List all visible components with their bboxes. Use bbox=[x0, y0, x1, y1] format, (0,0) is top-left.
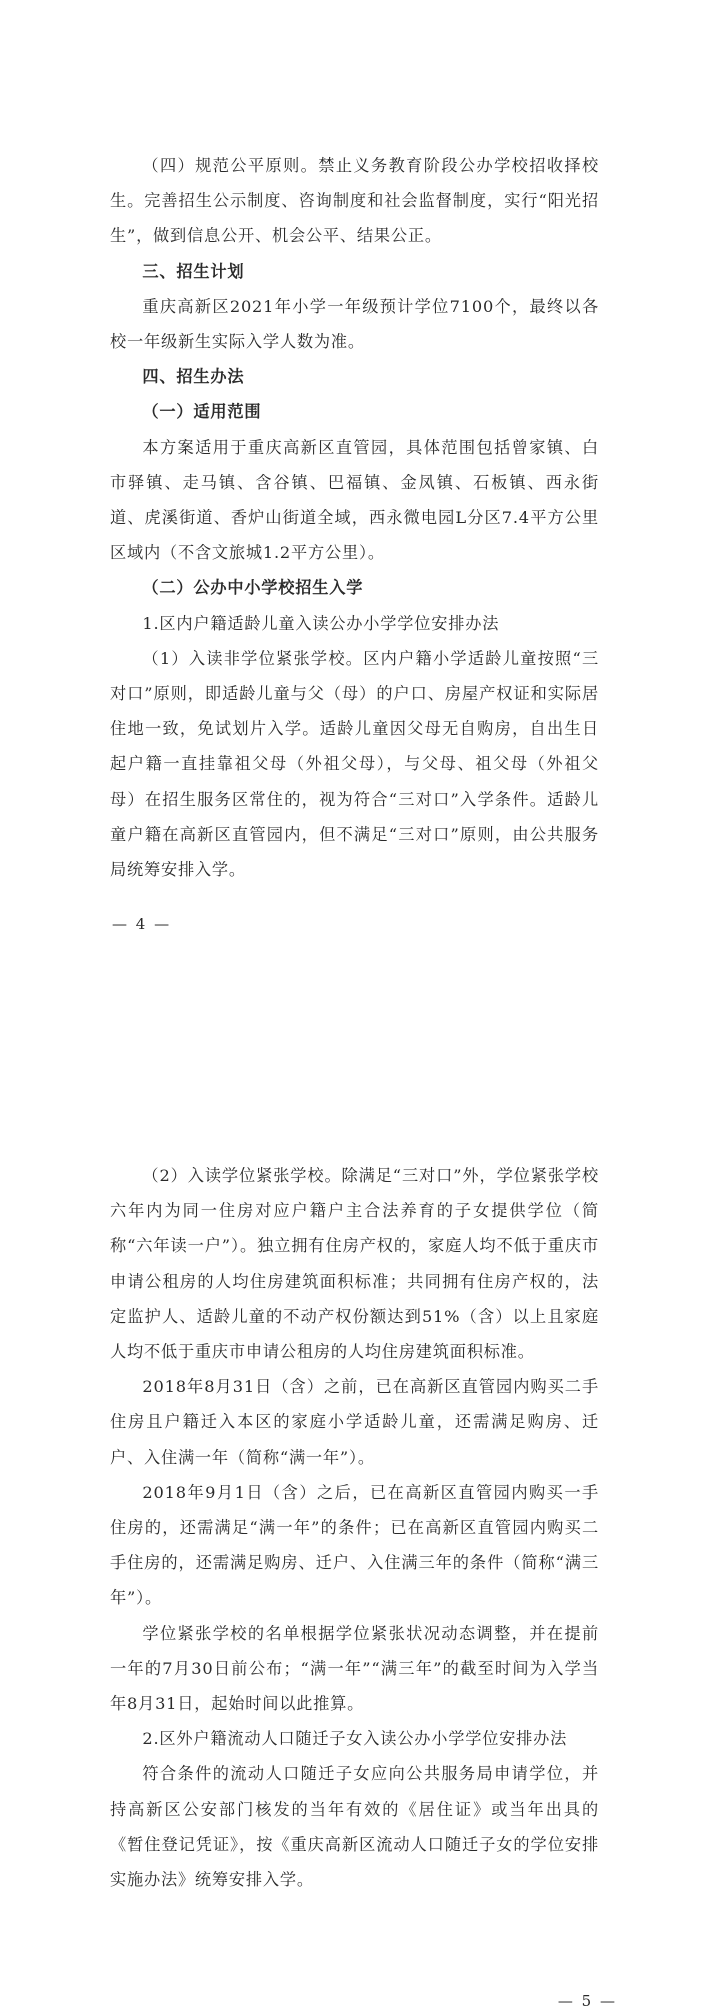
heading-enrollment-method: 四、招生办法 bbox=[142, 367, 245, 387]
paragraph-tight-schools: （2）入读学位紧张学校。除满足“三对口”外，学位紧张学校六年内为同一住房对应户籍户主合法养育的子女提供学位（简称“六年读一户”）。独立拥有住房产权的，家庭人均不低于重庆市申请公租房的人均住房建筑面积标准；共同拥有住房产权的，法定监护人、适龄儿童的不动产权份额达到51%（含）以上且家庭人均不低于重庆市申请公租房的人均住房建筑面积标准。 bbox=[110, 1166, 599, 1362]
page-number-4: — 4 — bbox=[112, 915, 172, 933]
heading-scope: （一）适用范围 bbox=[142, 402, 262, 422]
document-page-5 bbox=[0, 1158, 707, 2016]
page-gap bbox=[0, 968, 707, 1158]
paragraph-before-2018-09: 2018年8月31日（含）之前，已在高新区直管园内购买二手住房且户籍迁入本区的家庭小学适龄儿童，还需满足购房、迁户、入住满一年（简称“满一年”）。 bbox=[110, 1377, 599, 1467]
heading-migrant-children: 2.区外户籍流动人口随迁子女入读公办小学学位安排办法 bbox=[142, 1729, 568, 1749]
heading-enrollment-plan: 三、招生计划 bbox=[142, 261, 245, 281]
page-number-5: — 5 — bbox=[557, 1992, 617, 2010]
paragraph-scope: 本方案适用于重庆高新区直管园，具体范围包括曾家镇、白市驿镇、走马镇、含谷镇、巴福镇、金凤镇、石板镇、西永街道、虎溪街道、香炉山街道全域，西永微电园L分区7.4平方公里区域内（不含文旅城1.2平方公里）。 bbox=[110, 437, 599, 563]
document-page-4 bbox=[0, 148, 707, 968]
heading-public-schools: （二）公办中小学校招生入学 bbox=[142, 578, 364, 598]
heading-local-hukou: 1.区内户籍适龄儿童入读公办小学学位安排办法 bbox=[142, 613, 500, 633]
paragraph-fair-principle: （四）规范公平原则。禁止义务教育阶段公办学校招收择校生。完善招生公示制度、咨询制度和社会监督制度，实行“阳光招生”，做到信息公开、机会公平、结果公正。 bbox=[110, 156, 599, 246]
paragraph-non-tight-schools: （1）入读非学位紧张学校。区内户籍小学适龄儿童按照“三对口”原则，即适龄儿童与父（母）的户口、房屋产权证和实际居住地一致，免试划片入学。适龄儿童因父母无自购房，自出生日起户籍一直挂靠祖父母（外祖父母），与父母、祖父母（外祖父母）在招生服务区常住的，视为符合“三对口”入学条件。适龄儿童户籍在高新区直管园内，但不满足“三对口”原则，由公共服务局统筹安排入学。 bbox=[110, 648, 599, 880]
paragraph-migrant-children: 符合条件的流动人口随迁子女应向公共服务局申请学位，并持高新区公安部门核发的当年有效的《居住证》或当年出具的《暂住登记凭证》，按《重庆高新区流动人口随迁子女的学位安排实施办法》统筹安排入学。 bbox=[110, 1764, 599, 1890]
paragraph-tight-list-update: 学位紧张学校的名单根据学位紧张状况动态调整，并在提前一年的7月30日前公布；“满一年”“满三年”的截至时间为入学当年8月31日，起始时间以此推算。 bbox=[110, 1623, 599, 1714]
paragraph-enrollment-plan: 重庆高新区2021年小学一年级预计学位7100个，最终以各校一年级新生实际入学人数为准。 bbox=[110, 296, 599, 352]
paragraph-after-2018-09: 2018年9月1日（含）之后，已在高新区直管园内购买一手住房的，还需满足“满一年”的条件；已在高新区直管园内购买二手住房的，还需满足购房、迁户、入住满三年的条件（简称“满三年”）。 bbox=[110, 1482, 599, 1608]
